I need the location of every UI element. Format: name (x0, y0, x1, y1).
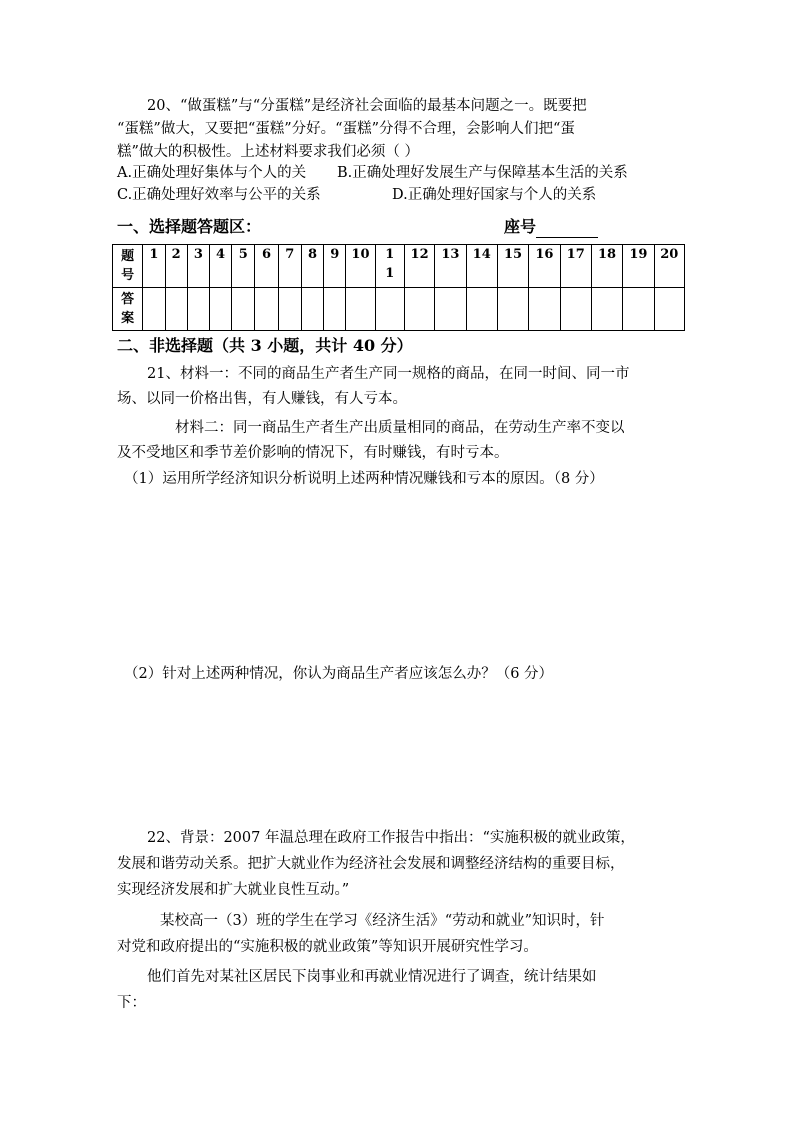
q22-line-2: 发展和谐劳动关系。把扩大就业作为经济社会发展和调整经济结构的重要目标， (117, 856, 625, 872)
answer-cell[interactable] (255, 288, 278, 331)
row-header-answer (113, 288, 143, 331)
question-number-cell: 1 1 (375, 245, 404, 288)
answer-cell[interactable] (187, 288, 209, 331)
q21-sub-question-1: （1）运用所学经济知识分析说明上述两种情况赚钱和亏本的原因。（8 分） (124, 471, 604, 487)
question-number-cell: 19 (623, 245, 654, 288)
q22-line-1: 22、背景：2007 年温总理在政府工作报告中指出：“实施积极的就业政策， (147, 830, 635, 846)
question-number-cell: 4 (209, 245, 231, 288)
question-number-cell: 2 (165, 245, 187, 288)
answer-cell[interactable] (623, 288, 654, 331)
answer-cell[interactable] (466, 288, 497, 331)
question-number-cell: 16 (529, 245, 560, 288)
q21-line-3: 材料二：同一商品生产者生产出质量相同的商品，在劳动生产率不变以 (175, 420, 625, 436)
q21-sub-question-2: （2）针对上述两种情况，你认为商品生产者应该怎么办？（6 分） (124, 666, 554, 682)
seat-number-label (504, 216, 598, 238)
answer-cell[interactable] (165, 288, 187, 331)
question-number-cell: 12 (404, 245, 434, 288)
q20-option-b: B.正确处理好发展生产与保障基本生活的关系 (337, 165, 628, 181)
section2-title: 二、非选择题（共 3 小题，共计 40 分） (117, 336, 413, 355)
question-number-cell: 18 (591, 245, 622, 288)
answer-cell[interactable] (301, 288, 323, 331)
row-header-char-2: 案 (121, 311, 135, 326)
q22-line-3: 实现经济发展和扩大就业良性互动。” (117, 882, 350, 898)
answer-cell[interactable] (497, 288, 528, 331)
q20-line-3: 糕”做大的积极性。上述材料要求我们必须（ ） (117, 144, 420, 160)
q21-line-4: 及不受地区和季节差价影响的情况下，有时赚钱，有时亏本。 (117, 445, 509, 461)
answer-cell[interactable] (324, 288, 346, 331)
q21-line-2: 场、以同一价格出售，有人赚钱，有人亏本。 (117, 391, 407, 407)
answer-cell[interactable] (232, 288, 255, 331)
q21-line-1: 21、材料一：不同的商品生产者生产同一规格的商品，在同一时间、同一市 (147, 366, 630, 382)
answer-cell[interactable] (591, 288, 622, 331)
question-number-cell: 15 (497, 245, 528, 288)
q20-option-c: C.正确处理好效率与公平的关系 (117, 187, 321, 203)
q20-option-d: D.正确处理好国家与个人的关系 (392, 187, 597, 203)
answer-cell[interactable] (278, 288, 301, 331)
question-number-cell: 6 (255, 245, 278, 288)
question-number-cell: 8 (301, 245, 323, 288)
section1-title: 一、选择题答题区： (117, 217, 262, 236)
answer-cell[interactable] (143, 288, 165, 331)
table-row-answers (113, 288, 685, 331)
question-number-cell: 20 (654, 245, 684, 288)
question-number-cell: 7 (278, 245, 301, 288)
seat-label-text: 座号 (504, 217, 537, 236)
q22-line-5: 对党和政府提出的“实施积极的就业政策”等知识开展研究性学习。 (117, 939, 538, 955)
question-number-cell: 1 (143, 245, 165, 288)
q22-line-7: 下： (117, 995, 146, 1011)
question-number-cell: 9 (324, 245, 346, 288)
question-number-cell: 10 (346, 245, 375, 288)
row-header-char-1: 答 (121, 292, 135, 307)
answer-table (112, 244, 685, 331)
row-header-char-2: 号 (121, 268, 135, 283)
question-number-cell: 14 (466, 245, 497, 288)
question-number-cell: 3 (187, 245, 209, 288)
question-number-cell: 17 (560, 245, 591, 288)
table-row-numbers (113, 245, 685, 288)
answer-cell[interactable] (346, 288, 375, 331)
answer-cell[interactable] (435, 288, 466, 331)
q22-line-6: 他们首先对某社区居民下岗事业和再就业情况进行了调查，统计结果如 (147, 969, 597, 985)
q22-line-4: 某校高一（3）班的学生在学习《经济生活》“劳动和就业”知识时，针 (160, 913, 605, 929)
answer-cell[interactable] (654, 288, 684, 331)
answer-cell[interactable] (404, 288, 434, 331)
seat-number-blank[interactable] (536, 221, 598, 238)
q20-option-a: A.正确处理好集体与个人的关 (117, 165, 307, 181)
answer-cell[interactable] (529, 288, 560, 331)
q20-line-1: 20、“做蛋糕”与“分蛋糕”是经济社会面临的最基本问题之一。既要把 (147, 98, 587, 114)
answer-cell[interactable] (209, 288, 231, 331)
answer-cell[interactable] (560, 288, 591, 331)
row-header-char-1: 题 (121, 249, 135, 264)
q20-line-2: “蛋糕”做大，又要把“蛋糕”分好。“蛋糕”分得不合理，会影响人们把“蛋 (117, 121, 575, 137)
question-number-cell: 5 (232, 245, 255, 288)
row-header-question-number (113, 245, 143, 288)
answer-cell[interactable] (375, 288, 404, 331)
question-number-cell: 13 (435, 245, 466, 288)
